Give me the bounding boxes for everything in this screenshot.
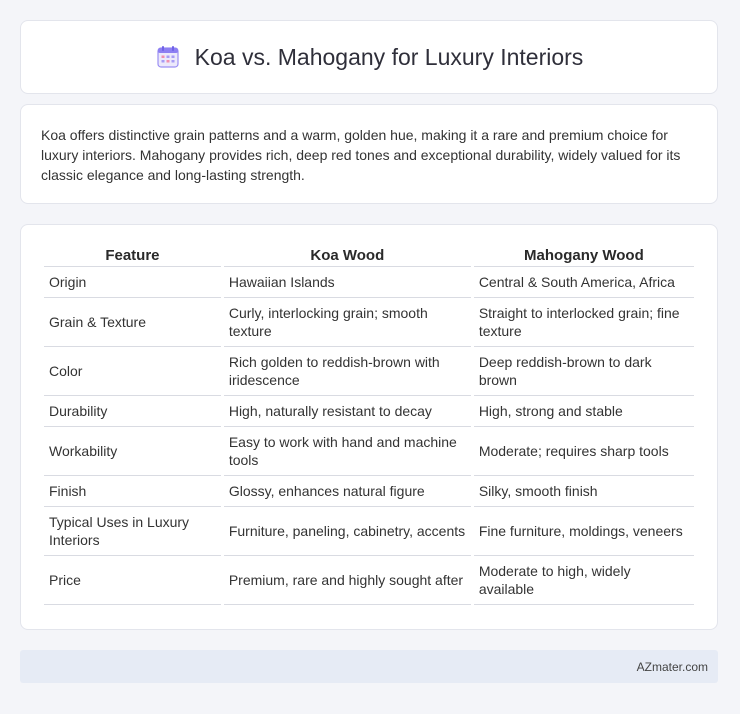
table-row bbox=[44, 507, 694, 556]
header-card bbox=[20, 20, 718, 94]
cell-feature: Workability bbox=[44, 427, 221, 476]
table-row bbox=[44, 427, 694, 476]
cell-feature: Price bbox=[44, 556, 221, 605]
table-header-row bbox=[44, 241, 694, 267]
header-koa-wood: Koa Wood bbox=[224, 241, 471, 267]
cell-mahogany: Moderate to high, widely available bbox=[474, 556, 694, 605]
cell-feature: Durability bbox=[44, 396, 221, 427]
cell-mahogany: Moderate; requires sharp tools bbox=[474, 427, 694, 476]
footer bbox=[20, 650, 718, 683]
cell-mahogany: Straight to interlocked grain; fine texture bbox=[474, 298, 694, 347]
cell-feature: Finish bbox=[44, 476, 221, 507]
cell-mahogany: Deep reddish-brown to dark brown bbox=[474, 347, 694, 396]
table-row bbox=[44, 476, 694, 507]
cell-koa: Easy to work with hand and machine tools bbox=[224, 427, 471, 476]
cell-koa: Glossy, enhances natural figure bbox=[224, 476, 471, 507]
table-row bbox=[44, 556, 694, 605]
cell-koa: Premium, rare and highly sought after bbox=[224, 556, 471, 605]
cell-koa: Hawaiian Islands bbox=[224, 267, 471, 298]
cell-mahogany: High, strong and stable bbox=[474, 396, 694, 427]
calendar-icon bbox=[155, 44, 181, 70]
table-row bbox=[44, 267, 694, 298]
cell-mahogany: Fine furniture, moldings, veneers bbox=[474, 507, 694, 556]
cell-mahogany: Central & South America, Africa bbox=[474, 267, 694, 298]
intro-card bbox=[20, 104, 718, 204]
intro-paragraph: Koa offers distinctive grain patterns and a warm, golden hue, making it a rare and premium choice for luxury interiors. Mahogany provides rich, deep red tones and exceptional durability, widely valued for its classic elegance and long-lasting strength. bbox=[41, 127, 681, 183]
cell-feature: Origin bbox=[44, 267, 221, 298]
table-row bbox=[44, 347, 694, 396]
cell-feature: Grain & Texture bbox=[44, 298, 221, 347]
table-row bbox=[44, 396, 694, 427]
page-title: Koa vs. Mahogany for Luxury Interiors bbox=[194, 43, 584, 70]
cell-koa: High, naturally resistant to decay bbox=[224, 396, 471, 427]
header-feature: Feature bbox=[44, 241, 221, 267]
footer-site-name: AZmater.com bbox=[636, 659, 708, 674]
cell-koa: Rich golden to reddish-brown with iridescence bbox=[224, 347, 471, 396]
header-mahogany-wood: Mahogany Wood bbox=[474, 241, 694, 267]
cell-koa: Furniture, paneling, cabinetry, accents bbox=[224, 507, 471, 556]
comparison-table bbox=[41, 241, 697, 605]
cell-koa: Curly, interlocking grain; smooth texture bbox=[224, 298, 471, 347]
cell-mahogany: Silky, smooth finish bbox=[474, 476, 694, 507]
comparison-table-card bbox=[20, 224, 718, 630]
title-wrap bbox=[155, 44, 584, 71]
cell-feature: Typical Uses in Luxury Interiors bbox=[44, 507, 221, 556]
table-row bbox=[44, 298, 694, 347]
cell-feature: Color bbox=[44, 347, 221, 396]
